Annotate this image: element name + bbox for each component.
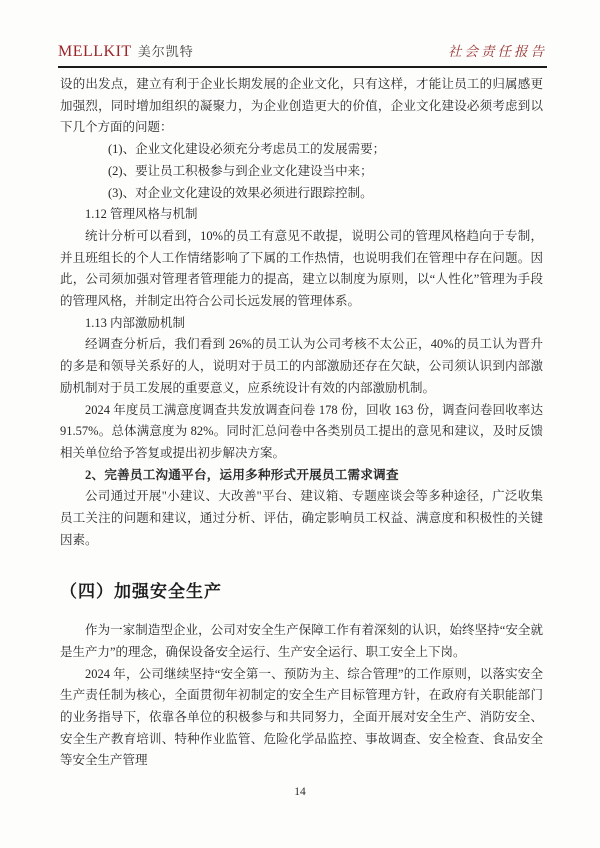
paragraph-survey-results: 2024 年度员工满意度调查共发放调查问卷 178 份，回收 163 份，调查问卷回收率达 91.57%。总体满意度为 82%。同时汇总问卷中各类别员工提出的意见和建议，及时反馈相关单位给予答复或提出初步解决方案。 [60,402,543,460]
company-logo-cn: 美尔凯特 [137,44,194,59]
page-footer [0,786,600,798]
page-number: 14 [294,786,306,798]
page-body [60,74,543,772]
company-logo [58,41,194,61]
list-item-1: (1)、企业文化建设必须充分考虑员工的发展需要； [108,142,386,157]
paragraph-incentive: 经调查分析后，我们看到 26%的员工认为公司考核不太公正，40%的员工认为晋升的多是和领导关系好的人，说明对于员工的内部激励还存在欠缺，公司须认识到内部激励机制对于员工发展的重要意义，应系统设计有效的内部激励机制。 [60,337,543,395]
list-item-3: (3)、对企业文化建设的效果必须进行跟踪控制。 [108,185,373,200]
paragraph-safety-concept: 作为一家制造型企业，公司对安全生产保障工作有着深刻的认识，始终坚持“安全就是生产力”的理念，确保设备安全运行、生产安全运行、职工安全上下岗。 [60,623,543,659]
page-header [58,40,547,68]
paragraph-management-style: 统计分析可以看到，10%的员工有意见不敢提，说明公司的管理风格趋向于专制，并且班组长的个人工作情绪影响了下属的工作热情，也说明我们在管理中存在问题。因此，公司须加强对管理者管理能力的提高，建立以制度为原则，以“人性化”管理为手段的管理风格，并制定出符合公司长远发展的管理体系。 [60,228,543,309]
paragraph-continuation: 设的出发点，建立有利于企业长期发展的企业文化，只有这样，才能让员工的归属感更加强烈，同时增加组织的凝聚力，为企业创造更大的价值，企业文化建设必须考虑到以下几个方面的问题： [60,77,543,135]
paragraph-safety-2024: 2024 年，公司继续坚持“安全第一、预防为主、综合管理”的工作原则，以落实安全生产责任制为核心，全面贯彻年初制定的安全生产目标管理方针，在政府有关职能部门的业务指导下，依靠各单位的积极参与和共同努力，全面开展对安全生产、消防安全、安全生产教育培训、特种作业监管、危险化学品监控、事故调查、安全检查、食品安全等安全生产管理 [60,666,543,768]
paragraph-communication: 公司通过开展"小建议、大改善"平台、建议箱、专题座谈会等多种途径，广泛收集员工关注的问题和建议，通过分析、评估，确定影响员工权益、满意度和积极性的关键因素。 [60,489,543,547]
subsection-2-title: 2、完善员工沟通平台，运用多种形式开展员工需求调查 [85,467,399,482]
subsection-1-12-title: 1.12 管理风格与机制 [85,207,198,222]
section-4-heading: （四）加强安全生产 [60,582,222,602]
subsection-1-13-title: 1.13 内部激励机制 [85,315,186,330]
document-title: 社会责任报告 [448,44,547,59]
company-logo-en: MELLKIT [58,43,132,60]
list-item-2: (2)、要让员工积极参与到企业文化建设当中来； [108,163,373,178]
